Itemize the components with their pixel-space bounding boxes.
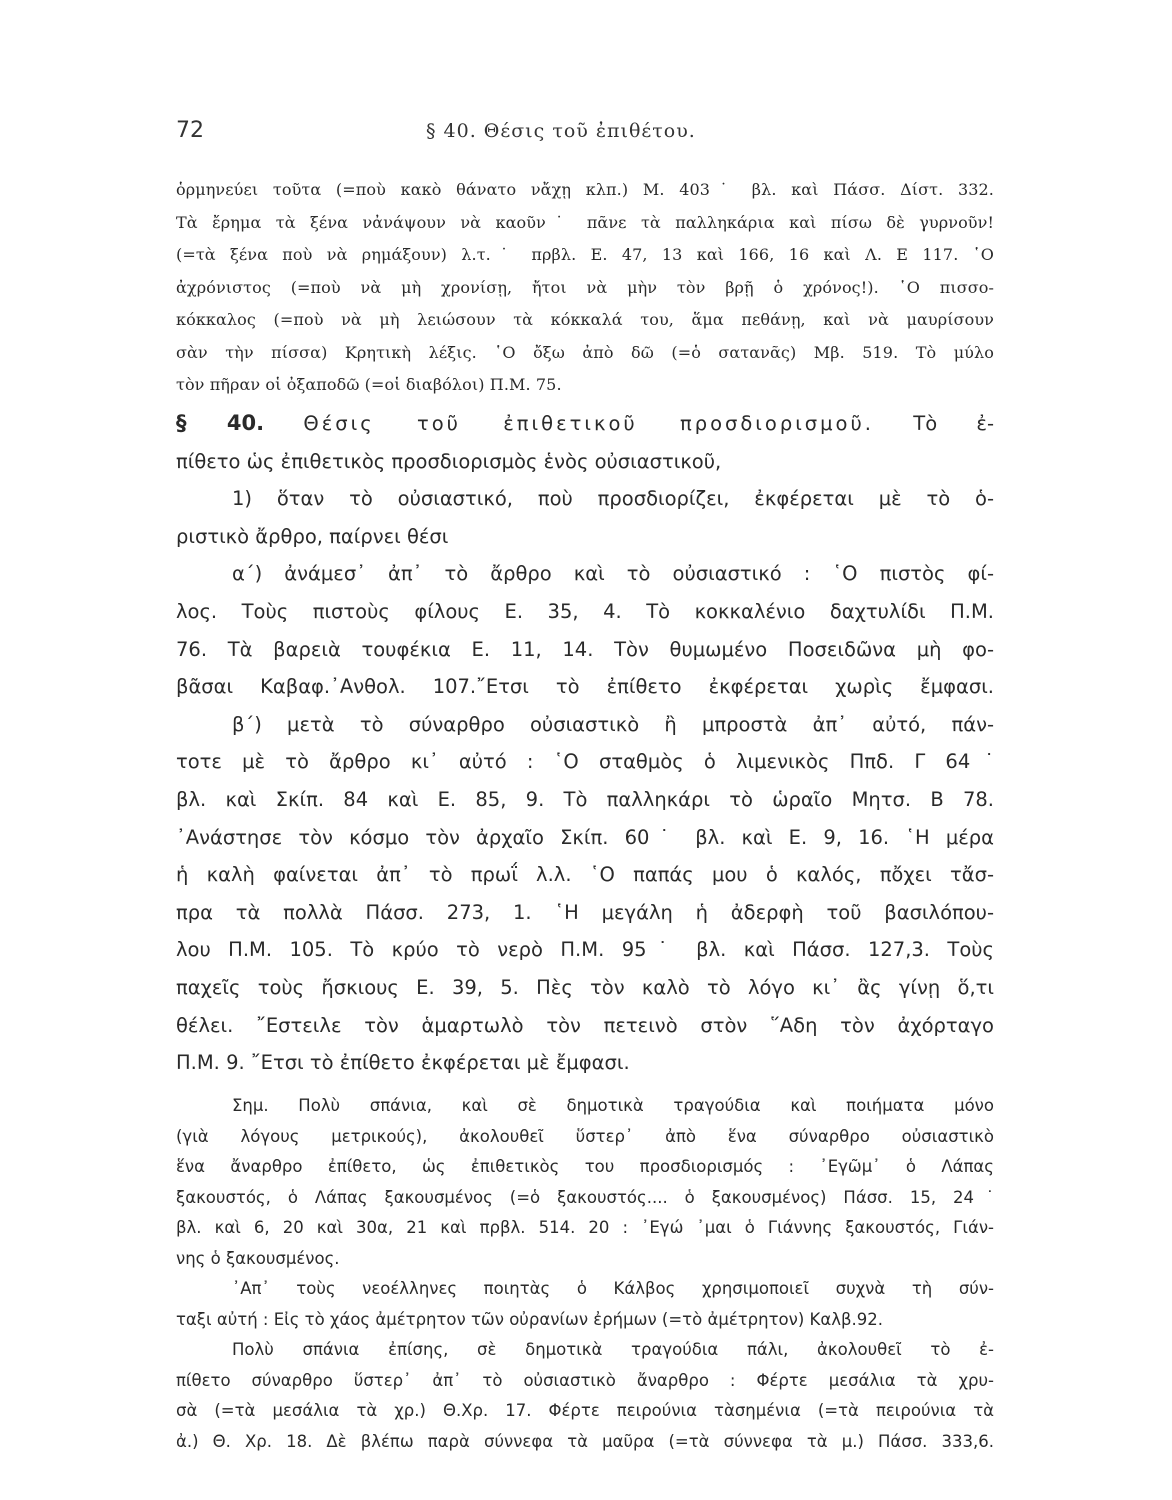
- section-title: Θέσις τοῦ ἐπιθετικοῦ προσδιορισμοῦ.: [303, 412, 874, 435]
- section-number: § 40.: [176, 411, 265, 435]
- text-line: λου Π.Μ. 105. Τὸ κρύο τὸ νερὸ Π.Μ. 95˙ βλ. καὶ Πάσσ. 127,3. Τοὺς: [176, 938, 994, 962]
- text-line: β΄) μετὰ τὸ σύναρθρο οὐσιαστικὸ ἢ μπροστὰ ἀπ᾽ αὐτό, πάν-: [232, 712, 994, 736]
- continuation-paragraph: [176, 174, 994, 402]
- text-line: ὁρμηνεύει τοῦτα (=ποὺ κακὸ θάνατο νἄχῃ κλπ.) Μ. 403˙ βλ. καὶ Πάσσ. Δίστ. 332.: [176, 180, 994, 199]
- text-line: βλ. καὶ Σκίπ. 84 καὶ Ε. 85, 9. Τὸ παλληκάρι τὸ ὡραῖο Μητσ. Β 78.: [176, 787, 994, 811]
- note-line: ἕνα ἄναρθρο ἐπίθετο, ὡς ἐπιθετικὸς του προσδιορισμός : ᾽Εγῶμ᾽ ὁ Λάπας: [176, 1157, 994, 1176]
- note-line: ξακουστός, ὁ Λάπας ξακουσμένος (=ὁ ξακουστός.... ὁ ξακουσμένος) Πάσσ. 15, 24˙: [176, 1187, 994, 1207]
- text-line: λος. Τοὺς πιστοὺς φίλους Ε. 35, 4. Τὸ κοκκαλένιο δαχτυλίδι Π.Μ.: [176, 599, 994, 623]
- text-line: παχεῖς τοὺς ἤσκιους Ε. 39, 5. Πὲς τὸν καλὸ τὸ λόγο κι᾽ ἂς γίνῃ ὅ,τι: [176, 975, 994, 999]
- note-line: βλ. καὶ 6, 20 καὶ 30α, 21 καὶ πρβλ. 514. 20 : ᾽Εγώ ᾽μαι ὁ Γιάννης ξακουστός, Γιάν-: [176, 1218, 994, 1237]
- text-line: (=τὰ ξένα ποὺ νὰ ρημάξουν) λ.τ.˙ πρβλ. Ε. 47, 13 καὶ 166, 16 καὶ Λ. Ε 117. ῾Ο: [176, 245, 994, 264]
- running-head: [176, 118, 1006, 158]
- text-line: σὰν τὴν πίσσα) Κρητικὴ λέξις. ῾Ο ὄξω ἀπὸ δῶ (=ὁ σατανᾶς) Μβ. 519. Τὸ μύλο: [176, 342, 994, 362]
- note-line: Πολὺ σπάνια ἐπίσης, σὲ δημοτικὰ τραγούδια πάλι, ἀκολουθεῖ τὸ ἐ-: [232, 1340, 994, 1359]
- text-line: θέλει. ῎Εστειλε τὸν ἁμαρτωλὸ τὸν πετεινὸ στὸν ῞Αδη τὸν ἀχόρταγο: [176, 1013, 994, 1037]
- note-line: Σημ. Πολὺ σπάνια, καὶ σὲ δημοτικὰ τραγούδια καὶ ποιήματα μόνο: [232, 1096, 994, 1115]
- note-line: (γιὰ λόγους μετρικούς), ἀκολουθεῖ ὕστερ᾽ ἀπὸ ἕνα σύναρθρο οὐσιαστικὸ: [176, 1126, 994, 1146]
- text-line: Π.Μ. 9. ῎Ετσι τὸ ἐπίθετο ἐκφέρεται μὲ ἔμφασι.: [176, 1051, 630, 1075]
- text-line: ἀχρόνιστος (=ποὺ νὰ μὴ χρονίσῃ, ἤτοι νὰ μὴν τὸν βρῇ ὁ χρόνος!). ῾Ο πισσο-: [176, 277, 994, 297]
- text-line: πίθετο ὡς ἐπιθετικὸς προσδιορισμὸς ἑνὸς οὐσιαστικοῦ,: [176, 449, 722, 473]
- note-line: σὰ (=τὰ μεσάλια τὰ χρ.) Θ.Χρ. 17. Φέρτε πειρούνια τὰσημένια (=τὰ πειρούνια τὰ: [176, 1401, 994, 1420]
- section-40: [176, 405, 994, 1082]
- note-line: πίθετο σύναρθρο ὕστερ᾽ ἀπ᾽ τὸ οὐσιαστικὸ ἄναρθρο : Φέρτε μεσάλια τὰ χρυ-: [176, 1370, 994, 1390]
- text-line: ριστικὸ ἄρθρο, παίρνει θέσι: [176, 524, 449, 548]
- text-line: τὸν πῆραν οἱ ὀξαποδῶ (=οἱ διαβόλοι) Π.Μ. 75.: [176, 375, 562, 394]
- note-line: νης ὁ ξακουσμένος.: [176, 1248, 340, 1268]
- text-line: ᾽Ανάστησε τὸν κόσμο τὸν ἀρχαῖο Σκίπ. 60˙ βλ. καὶ Ε. 9, 16. ῾Η μέρα: [176, 825, 994, 849]
- text-line: α΄) ἀνάμεσ᾽ ἀπ᾽ τὸ ἄρθρο καὶ τὸ οὐσιαστικό : ῾Ο πιστὸς φί-: [232, 562, 994, 586]
- text-line: κόκκαλος (=ποὺ νὰ μὴ λειώσουν τὰ κόκκαλά του, ἅμα πεθάνῃ, καὶ νὰ μαυρίσουν: [176, 310, 994, 329]
- text-line: 1) ὅταν τὸ οὐσιαστικό, ποὺ προσδιορίζει, ἐκφέρεται μὲ τὸ ὁ-: [232, 487, 994, 511]
- text-line: βᾶσαι Καβαφ.᾽Ανθολ. 107.῎Ετσι τὸ ἐπίθετο ἐκφέρεται χωρὶς ἔμφασι.: [176, 675, 994, 699]
- note-line: ᾽Απ᾽ τοὺς νεοέλληνες ποιητὰς ὁ Κάλβος χρησιμοποιεῖ συχνὰ τὴ σύν-: [232, 1279, 994, 1298]
- text-line: τοτε μὲ τὸ ἄρθρο κι᾽ αὐτό : ῾Ο σταθμὸς ὁ λιμενικὸς Ππδ. Γ 64˙: [176, 750, 994, 774]
- note-line: ταξι αὐτή : Εἰς τὸ χάος ἀμέτρητον τῶν οὐρανίων ἐρήμων (=τὸ ἀμέτρητον) Καλβ.92.: [176, 1309, 884, 1329]
- running-title: § 40. Θέσις τοῦ ἐπιθέτου.: [426, 120, 696, 142]
- note-line: ἀ.) Θ. Χρ. 18. Δὲ βλέπω παρὰ σύννεφα τὰ μαῦρα (=τὰ σύννεφα τὰ μ.) Πάσσ. 333,6.: [176, 1431, 994, 1451]
- section-heading-line: [176, 405, 994, 443]
- text-line: ἡ καλὴ φαίνεται ἀπ᾽ τὸ πρωΐ λ.λ. ῾Ο παπάς μου ὁ καλός, πὄχει τἄσ-: [176, 863, 994, 887]
- text-line: Τὰ ἔρημα τὰ ξένα νἀνάψουν νὰ καοῦν˙ πᾶνε τὰ παλληκάρια καὶ πίσω δὲ γυρνοῦν!: [176, 212, 994, 232]
- page-number: 72: [176, 118, 204, 143]
- text-line: 76. Τὰ βαρειὰ τουφέκια Ε. 11, 14. Τὸν θυμωμένο Ποσειδῶνα μὴ φο-: [176, 637, 994, 661]
- note-block: [176, 1091, 994, 1457]
- text-fragment: Τὸ ἐ-: [913, 412, 994, 435]
- text-line: πρα τὰ πολλὰ Πάσσ. 273, 1. ῾Η μεγάλη ἡ ἀδερφὴ τοῦ βασιλόπου-: [176, 900, 994, 924]
